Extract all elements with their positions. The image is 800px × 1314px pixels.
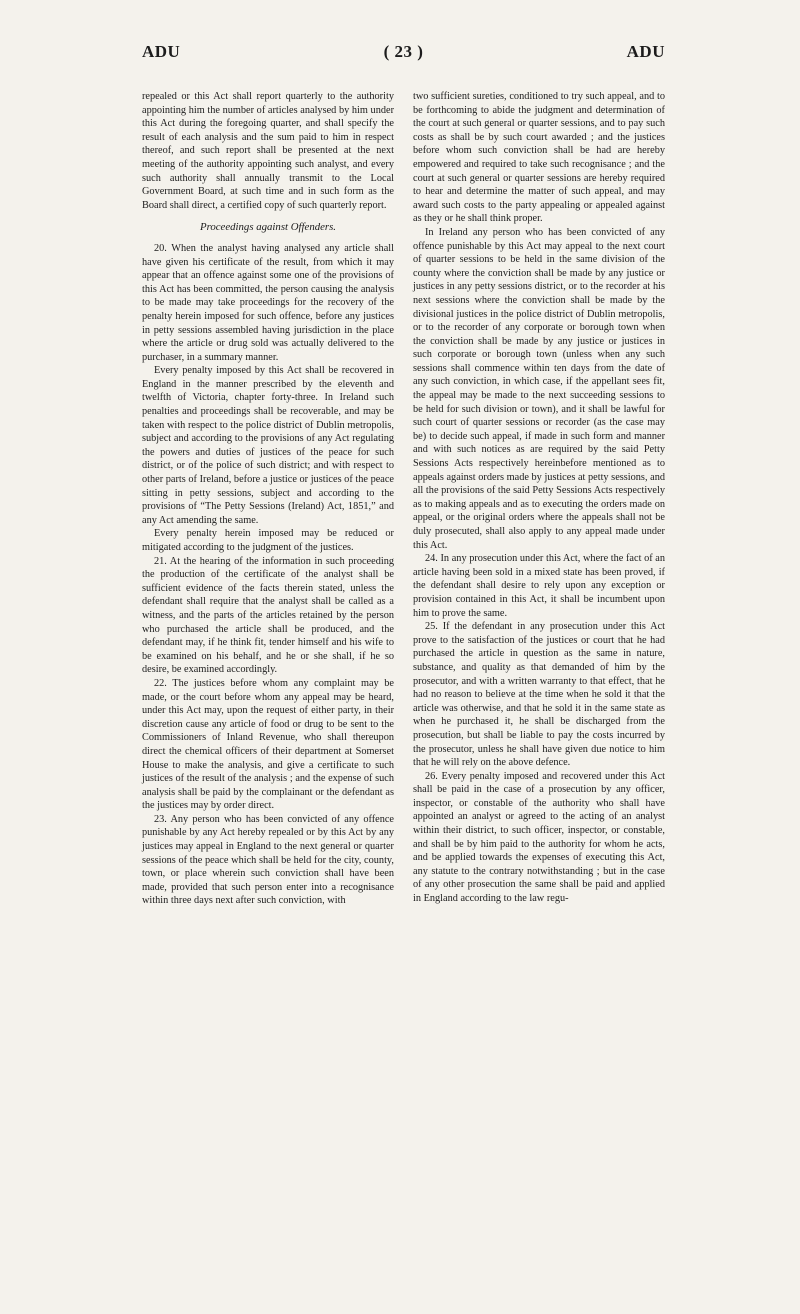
paragraph: 24. In any prosecution under this Act, where the fact of an article having been sold in a mixed state has been proved, if the defendant shall desire to rely upon any exception or provision contained in this Act, it shall be incumbent upon him to prove the same. (413, 553, 665, 619)
paragraph: 20. When the analyst having analysed any article shall have given his certificate of the result, from which it may appear that an offence against some one of the provisions of this Act has been committed, the person causing the analysis to be made may take proceedings for the recovery of the penalty herein imposed for such offence, before any justices in petty sessions assembled having jurisdiction in the place where the article or drug sold was actually delivered to the purchaser, in a summary manner. (142, 242, 394, 363)
paragraph: Every penalty imposed by this Act shall be recovered in England in the manner prescribed by the eleventh and twelfth of Victoria, chapter forty-three. In Ireland such penalties and proceedings shall be recoverable, and may be taken with respect to the police district of Dublin metropolis, subject and according to the provisions of any Act regulating the powers and duties of justices of the peace for such district, or of the police of such district; and with respect to other parts of Ireland, before a justice or justices of the peace sitting in petty sessions, subject and according to the provisions of “The Petty Sessions (Ireland) Act, 1851,” and any Act amending the same. (142, 365, 394, 526)
paragraph: Every penalty herein imposed may be reduced or mitigated according to the judgment of the justices. (142, 528, 394, 553)
running-header (142, 42, 665, 66)
right-headword: ADU (626, 42, 665, 61)
paragraph: repealed or this Act shall report quarterly to the authority appointing him the number of articles analysed by him under this Act during the foregoing quarter, and shall specify the result of each analysis and the sum paid to him in respect thereof, and such report shall be presented at the next meeting of the authority appointing such analyst, and every such authority shall annually transmit to the Local Government Board, at such time and in such form as the Board shall direct, a certified copy of such quarterly report. (142, 91, 394, 211)
left-headword: ADU (142, 42, 181, 61)
paragraph: 23. Any person who has been convicted of any offence punishable by any Act hereby repealed or by this Act by any justices may appeal in England to the next general or quarter sessions of the peace which shall be held for the city, county, town, or place wherein such conviction shall have been made, provided that such person enter into a recognisance within three days next after such conviction, with (142, 813, 394, 907)
paragraph: 25. If the defendant in any prosecution under this Act prove to the satisfaction of the justices or court that he had purchased the article in question as the same in nature, substance, and quality as that demanded of him by the prosecutor, and with a written warranty to that effect, that he had no reason to believe at the time when he sold it that the article was otherwise, and that he sold it in the same state as when he purchased it, he shall be discharged from the prosecution, but shall be liable to pay the costs incurred by the prosecutor, unless he shall have given due notice to him that he will rely on the above defence. (413, 621, 665, 769)
paragraph: 22. The justices before whom any complaint may be made, or the court before whom any appeal may be heard, under this Act may, upon the request of either party, in their discretion cause any article of food or drug to be sent to the Commissioners of Inland Revenue, who shall thereupon direct the chemical officers of their department at Somerset House to make the analysis, and give a certificate to such justices of the result of the analysis ; and the expense of such analysis shall be paid by the complainant or the defendant as the justices may by order direct. (142, 677, 394, 812)
paragraph: 21. At the hearing of the information in such proceeding the production of the certificate of the analyst shall be sufficient evidence of the facts therein stated, unless the defendant shall require that the analyst shall be called as a witness, and the parts of the articles retained by the person who purchased the article shall be produced, and the defendant may, if he think fit, tender himself and his wife to be examined on his behalf, and he or she shall, if he so desire, be examined accordingly. (142, 555, 394, 676)
paragraph: In Ireland any person who has been convicted of any offence punishable by this Act may appeal to the next court of quarter sessions to be held in the same division of the county where the conviction shall be made by any justice or justices in any petty sessions district, or to the recorder at his next sessions where the conviction shall be made by the divisional justices in the police district of Dublin metropolis, or to the recorder of any corporate or borough town when the conviction shall be made by any justice or justices in such corporate or borough town (unless when any such sessions shall commence within ten days from the date of any such conviction, in which case, if the appellant sees fit, the appeal may be made to the next succeeding sessions to be held for such division or town), and it shall be lawful for such court of quarter sessions or recorder (as the case may be) to decide such appeal, if made in such form and manner and with such notices as are required by the said Petty Sessions Acts respectively hereinbefore mentioned as to appeals against orders made by justices at petty sessions, and all the provisions of the said Petty Sessions Acts respectively as to making appeals and as to executing the orders made on appeal, or the original orders where the appeals shall not be duly prosecuted, shall also apply to any appeal made under this Act. (413, 226, 665, 551)
paragraph: 26. Every penalty imposed and recovered under this Act shall be paid in the case of a prosecution by any officer, inspector, or constable of the authority who shall have appointed an analyst or agreed to the acting of an analyst within their district, to such officer, inspector, or constable, and shall be by him paid to the authority for whom he acts, and be applied towards the expenses of executing this Act, any statute to the contrary notwithstanding ; but in the case of any other prosecution the same shall be paid and applied in England according to the law regu- (413, 770, 665, 905)
right-column (413, 90, 665, 908)
page-number: ( 23 ) (383, 42, 424, 61)
section-heading: Proceedings against Offenders. (199, 221, 337, 234)
left-column (142, 90, 394, 908)
paragraph: two sufficient sureties, conditioned to try such appeal, and to be forthcoming to abide the judgment and determination of the court at such general or quarter sessions, and to pay such costs as shall be by such court awarded ; and the justices before whom such conviction shall be had are hereby empowered and required to take such recognisance ; and the court at such general or quarter sessions are hereby required to hear and determine the matter of such appeal, and may award such costs to the party appealing or appealed against as they or he shall think proper. (413, 91, 665, 225)
text-columns (142, 90, 665, 908)
